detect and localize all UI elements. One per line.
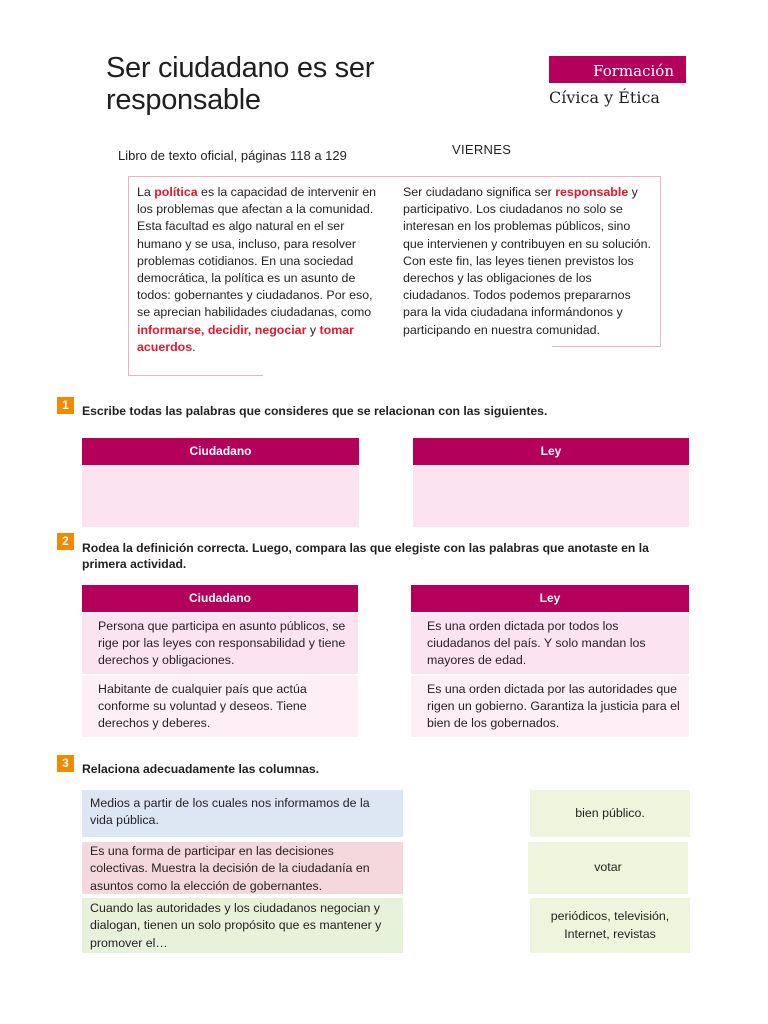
activity-3-instruction: Relaciona adecuadamente las columnas. — [82, 762, 320, 776]
match-left-item[interactable] — [82, 790, 403, 837]
match-left-item[interactable] — [82, 842, 403, 894]
intro-text: La — [137, 185, 155, 199]
intro-text: Ser ciudadano significa ser — [403, 185, 556, 199]
match-right-text: bien público. — [575, 805, 645, 820]
match-left-text: Medios a partir de los cuales nos informamos de la vida pública. — [90, 796, 370, 828]
intro-frame-top — [262, 176, 552, 177]
page-title-line-1: Ser ciudadano es ser — [106, 52, 375, 84]
match-right-text: votar — [594, 860, 622, 875]
activity-1-header-ciudadano: Ciudadano — [82, 438, 359, 465]
intro-paragraph-ciudadano — [403, 184, 653, 339]
page-title — [106, 52, 436, 116]
intro-text: es la capacidad de intervenir en los problemas que afectan a la comunidad. Esta facultad es algo natural en el ser humano y se usa, incluso, para resolver problemas cotidianos. En una sociedad democrática, la política es un asunto de todos: gobernantes y ciudadanos. Por eso, se aprecian habilidades ciudadanas, como — [137, 185, 377, 320]
match-left-item[interactable] — [82, 898, 403, 953]
definition-text: Habitante de cualquier país que actúa conforme su voluntad y deseos. Tiene derechos y deberes. — [98, 682, 307, 730]
match-right-item[interactable] — [528, 842, 688, 894]
activity-1-header-ley: Ley — [413, 438, 689, 465]
activity-number-2: 2 — [57, 533, 74, 550]
activity-1-instruction: Escribe todas las palabras que consideres que se relacionan con las siguientes. — [82, 404, 548, 418]
keyword-tomar-acuerdos: tomar acuerdos — [137, 322, 354, 354]
subject-label-top: Formación — [593, 62, 674, 80]
activity-1-answer-ciudadano[interactable] — [82, 466, 359, 527]
definition-option[interactable] — [82, 676, 358, 737]
definition-option[interactable] — [82, 613, 358, 674]
definition-option[interactable] — [411, 676, 689, 737]
activity-number-3: 3 — [57, 755, 74, 772]
activity-number-1: 1 — [57, 397, 74, 414]
page-title-line-2: responsable — [106, 84, 261, 116]
intro-text: y participativo. Los ciudadanos no solo se interesan en los problemas públicos, sino que intervienen y contribuyen en su solución. Con este fin, las leyes tienen previstos los derechos y las obligaciones de los ciudadanos. Todos podemos prepararnos para la vida ciudadana informándonos y participando en nuestra comunidad. — [403, 185, 651, 337]
day-label: VIERNES — [452, 142, 512, 157]
book-reference: Libro de texto oficial, páginas 118 a 129 — [118, 148, 347, 163]
intro-text: y — [306, 322, 320, 337]
keyword-politica: política — [154, 185, 198, 199]
activity-2-header-ley: Ley — [411, 585, 689, 612]
keyword-responsable: responsable — [555, 185, 629, 199]
intro-paragraph-politica — [137, 184, 387, 356]
keyword-skills: informarse, decidir, negociar — [137, 322, 307, 337]
definition-option[interactable] — [411, 613, 689, 674]
match-right-item[interactable] — [530, 898, 690, 953]
definition-text: Es una orden dictada por las autoridades que rigen un gobierno. Garantiza la justicia para el bien de los gobernados. — [427, 682, 680, 730]
match-right-item[interactable] — [530, 790, 690, 837]
definition-text: Persona que participa en asunto públicos, se rige por las leyes con responsabilidad y tiene derechos y obligaciones. — [98, 619, 346, 667]
activity-2-header-ciudadano: Ciudadano — [82, 585, 358, 612]
match-left-text: Cuando las autoridades y los ciudadanos negocian y dialogan, tienen un solo propósito que es mantener y promover el… — [90, 901, 382, 950]
match-right-text: periódicos, televisión, Internet, revistas — [550, 909, 670, 941]
activity-2-instruction: Rodea la definición correcta. Luego, compara las que elegiste con las palabras que anotaste en la primera actividad. — [82, 541, 649, 571]
subject-label-bottom: Cívica y Ética — [549, 88, 660, 107]
intro-text: . — [192, 339, 196, 354]
activity-1-answer-ley[interactable] — [413, 466, 689, 527]
definition-text: Es una orden dictada por todos los ciudadanos del país. Y solo mandan los mayores de edad. — [427, 619, 646, 667]
match-left-text: Es una forma de participar en las decisiones colectivas. Muestra la decisión de la ciudadanía en asuntos como la elección de gobernantes. — [90, 844, 370, 893]
